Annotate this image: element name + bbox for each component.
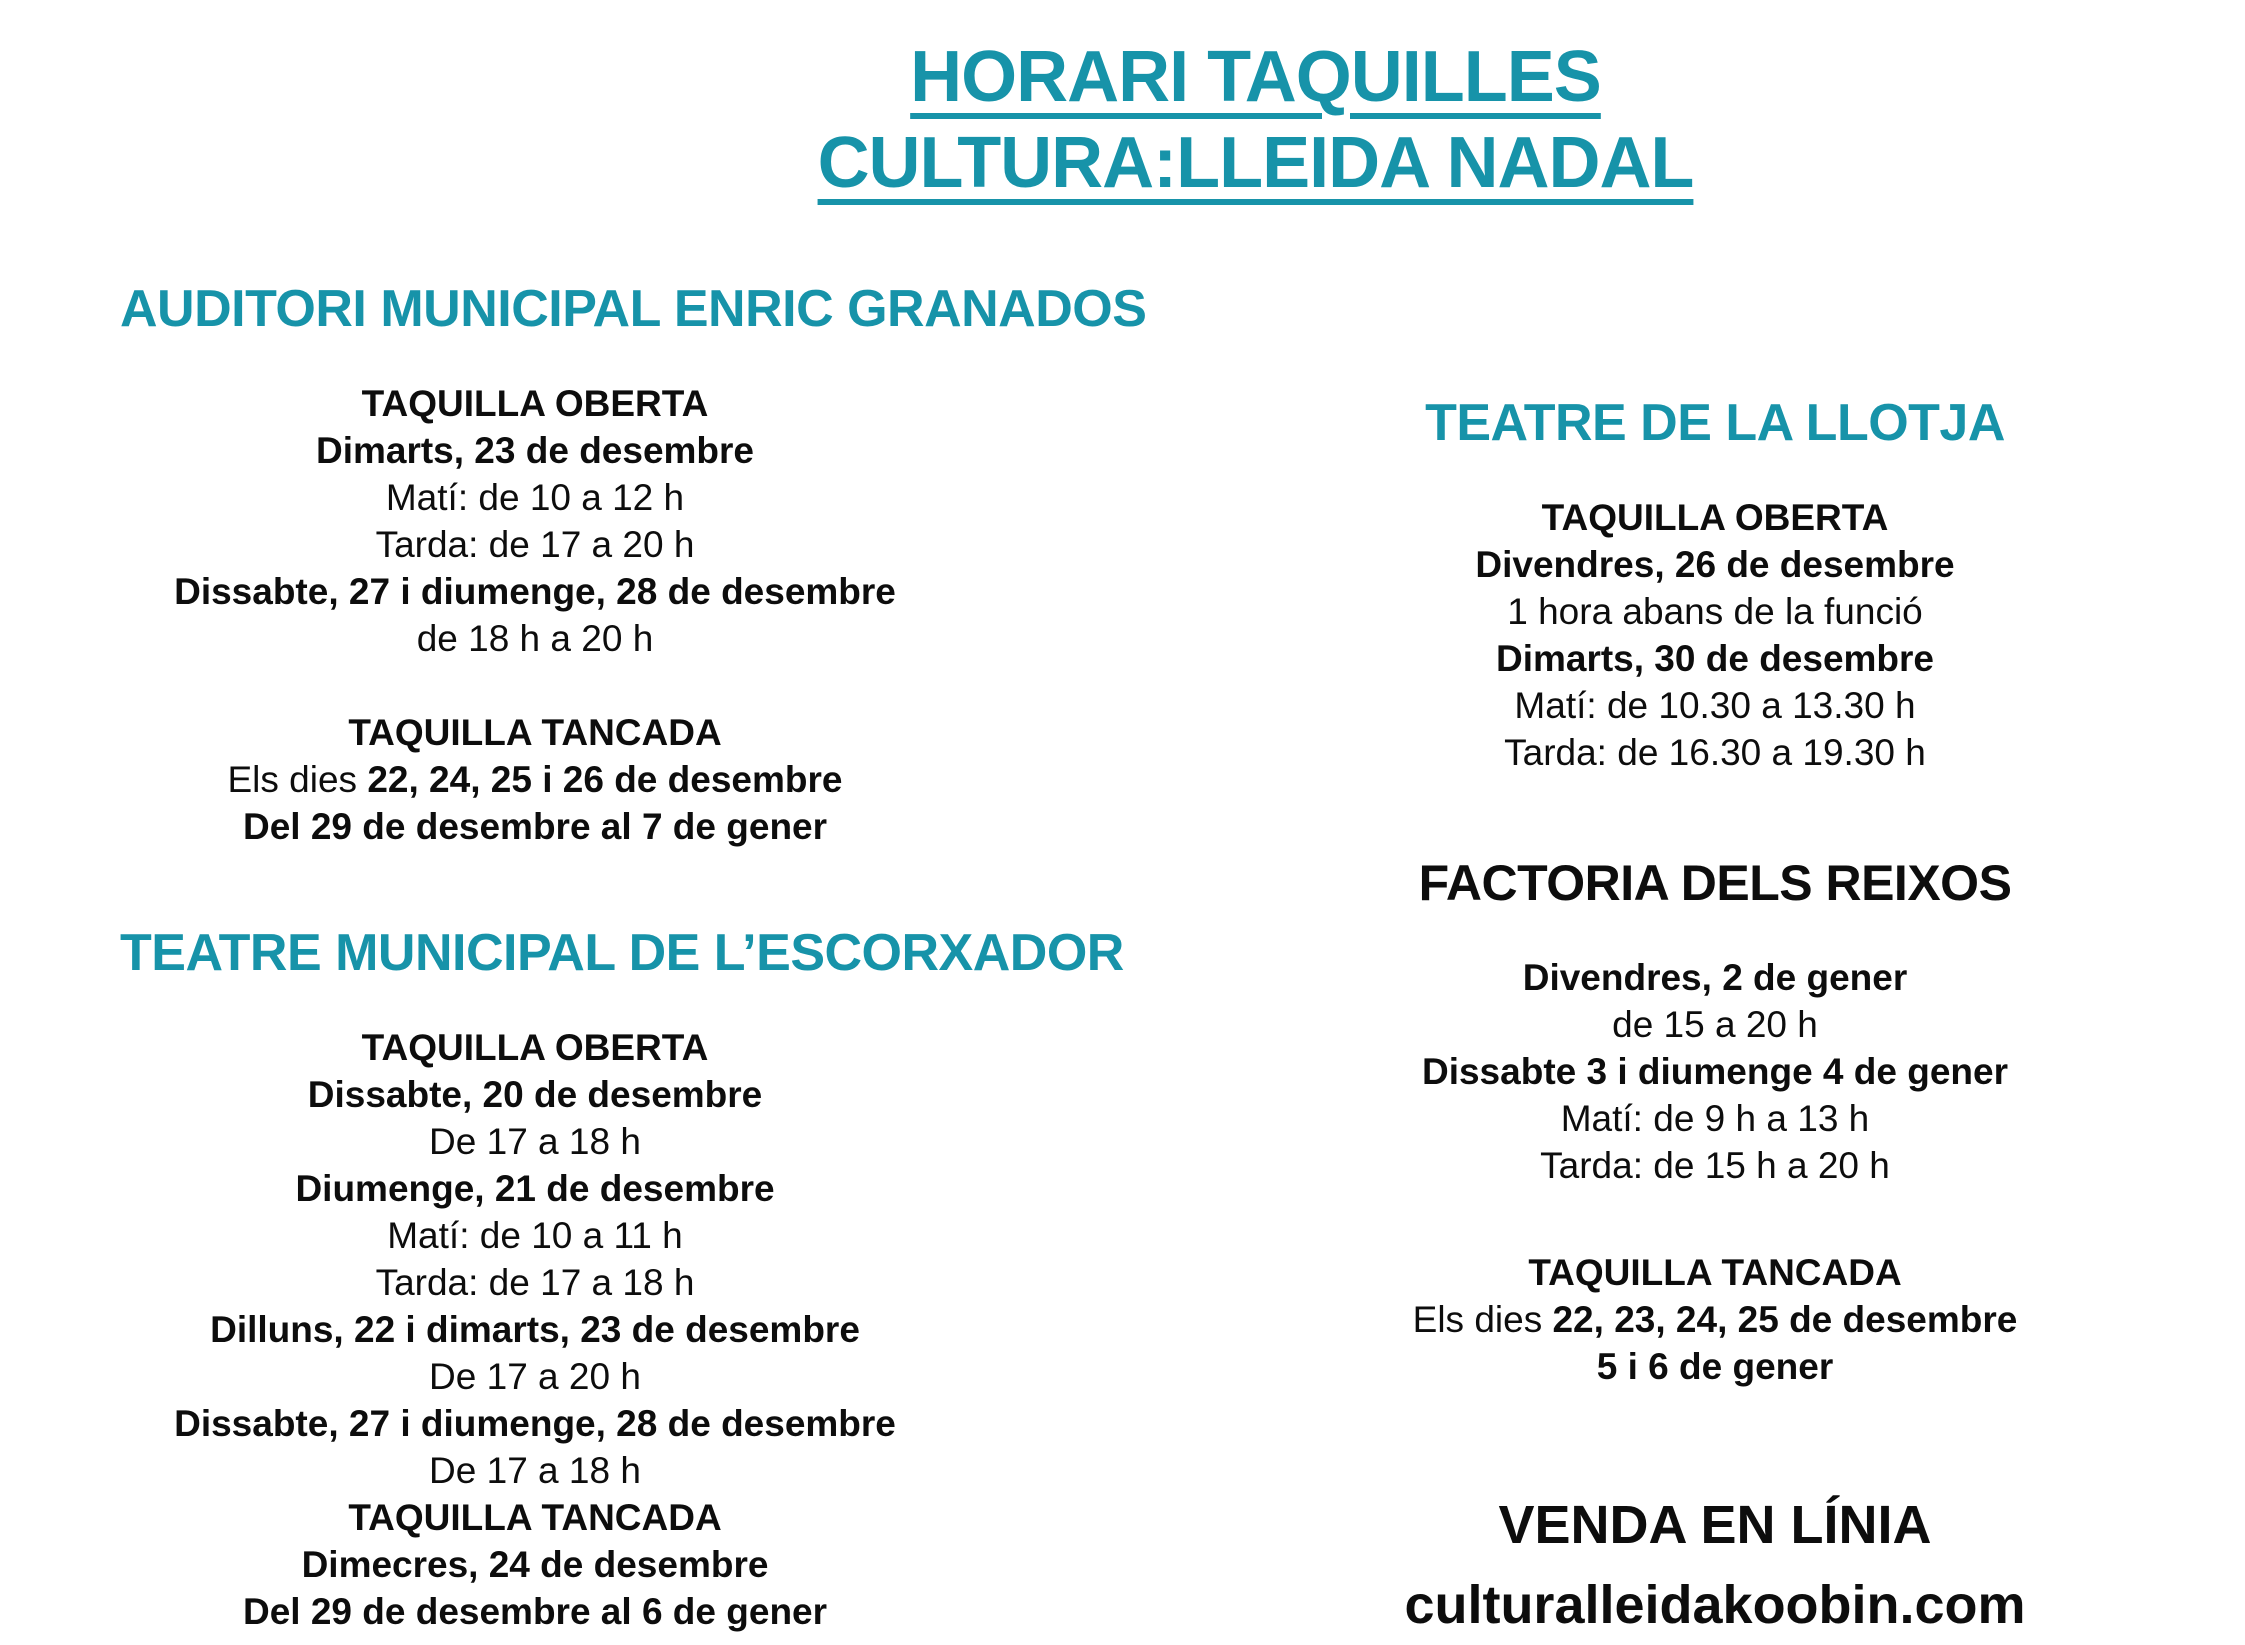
taquilla-tancada-label: TAQUILLA TANCADA bbox=[348, 1497, 722, 1539]
schedule-line: Dimecres, 24 de desembre bbox=[301, 1544, 769, 1586]
schedule-line: Matí: de 10 a 12 h bbox=[385, 477, 685, 519]
venue-heading-factoria: FACTORIA DELS REIXOS bbox=[1418, 855, 2012, 912]
schedule-line: Tarda: de 15 h a 20 h bbox=[1540, 1144, 1890, 1186]
online-sales-label: VENDA EN LÍNIA bbox=[1498, 1494, 1932, 1555]
schedule-line: De 17 a 18 h bbox=[429, 1450, 641, 1492]
schedule-line: Els dies 22, 24, 25 i 26 de desembre bbox=[227, 759, 843, 801]
online-sales bbox=[1265, 1485, 2165, 1645]
schedule-line: Dissabte 3 i diumenge 4 de gener bbox=[1421, 1050, 2009, 1092]
schedule-line: Dimarts, 23 de desembre bbox=[315, 430, 755, 472]
escorxador-closed-block bbox=[120, 1494, 950, 1635]
schedule-line: Matí: de 10.30 a 13.30 h bbox=[1514, 685, 1916, 727]
schedule-line: Dissabte, 27 i diumenge, 28 de desembre bbox=[174, 1403, 896, 1445]
schedule-line: De 17 a 18 h bbox=[429, 1121, 641, 1163]
schedule-line: Matí: de 10 a 11 h bbox=[387, 1215, 683, 1257]
taquilla-oberta-label: TAQUILLA OBERTA bbox=[361, 1027, 709, 1069]
online-sales-url: culturalleidakoobin.com bbox=[1404, 1574, 2026, 1635]
schedule-line: Dissabte, 27 i diumenge, 28 de desembre bbox=[174, 571, 896, 613]
right-column bbox=[1265, 352, 2165, 1645]
schedule-line: Dilluns, 22 i dimarts, 23 de desembre bbox=[210, 1309, 860, 1351]
factoria-closed-block bbox=[1265, 1249, 2165, 1390]
schedule-line: de 18 h a 20 h bbox=[416, 618, 654, 660]
venue-heading-escorxador: TEATRE MUNICIPAL DE L’ESCORXADOR bbox=[120, 924, 1124, 983]
schedule-line: De 17 a 20 h bbox=[429, 1356, 641, 1398]
llotja-open-block bbox=[1265, 494, 2165, 776]
taquilla-tancada-label: TAQUILLA TANCADA bbox=[1528, 1251, 1902, 1293]
schedule-line: Divendres, 26 de desembre bbox=[1475, 544, 1955, 586]
schedule-line: Del 29 de desembre al 6 de gener bbox=[242, 1591, 828, 1633]
schedule-line: 5 i 6 de gener bbox=[1596, 1345, 1834, 1387]
schedule-line: Diumenge, 21 de desembre bbox=[295, 1168, 775, 1210]
schedule-line: Divendres, 2 de gener bbox=[1522, 956, 1908, 998]
auditori-open-block bbox=[120, 380, 950, 850]
schedule-line: Dimarts, 30 de desembre bbox=[1495, 638, 1935, 680]
factoria-open-block bbox=[1265, 954, 2165, 1390]
schedule-line: Tarda: de 17 a 18 h bbox=[375, 1262, 695, 1304]
taquilla-oberta-label: TAQUILLA OBERTA bbox=[1541, 497, 1889, 539]
left-column bbox=[120, 238, 1245, 1635]
poster-title bbox=[266, 34, 2245, 206]
taquilla-oberta-label: TAQUILLA OBERTA bbox=[361, 383, 709, 425]
taquilla-tancada-label: TAQUILLA TANCADA bbox=[348, 712, 722, 754]
venue-heading-auditori: AUDITORI MUNICIPAL ENRIC GRANADOS bbox=[120, 280, 1147, 339]
escorxador-open-block bbox=[120, 1024, 950, 1635]
schedule-line: de 15 a 20 h bbox=[1612, 1003, 1818, 1045]
schedule-line: Dissabte, 20 de desembre bbox=[307, 1074, 763, 1116]
poster-title-line1: HORARI TAQUILLES bbox=[910, 37, 1601, 117]
auditori-closed-block bbox=[120, 709, 950, 850]
schedule-line: Tarda: de 17 a 20 h bbox=[375, 524, 695, 566]
schedule-line: Els dies 22, 23, 24, 25 de desembre bbox=[1412, 1298, 2018, 1340]
schedule-line: Matí: de 9 h a 13 h bbox=[1560, 1097, 1870, 1139]
poster-title-line2: CULTURA:LLEIDA NADAL bbox=[817, 123, 1694, 203]
schedule-line: Del 29 de desembre al 7 de gener bbox=[242, 806, 828, 848]
venue-heading-llotja: TEATRE DE LA LLOTJA bbox=[1425, 394, 2005, 453]
schedule-line: 1 hora abans de la funció bbox=[1507, 591, 1923, 633]
schedule-line: Tarda: de 16.30 a 19.30 h bbox=[1504, 732, 1926, 774]
